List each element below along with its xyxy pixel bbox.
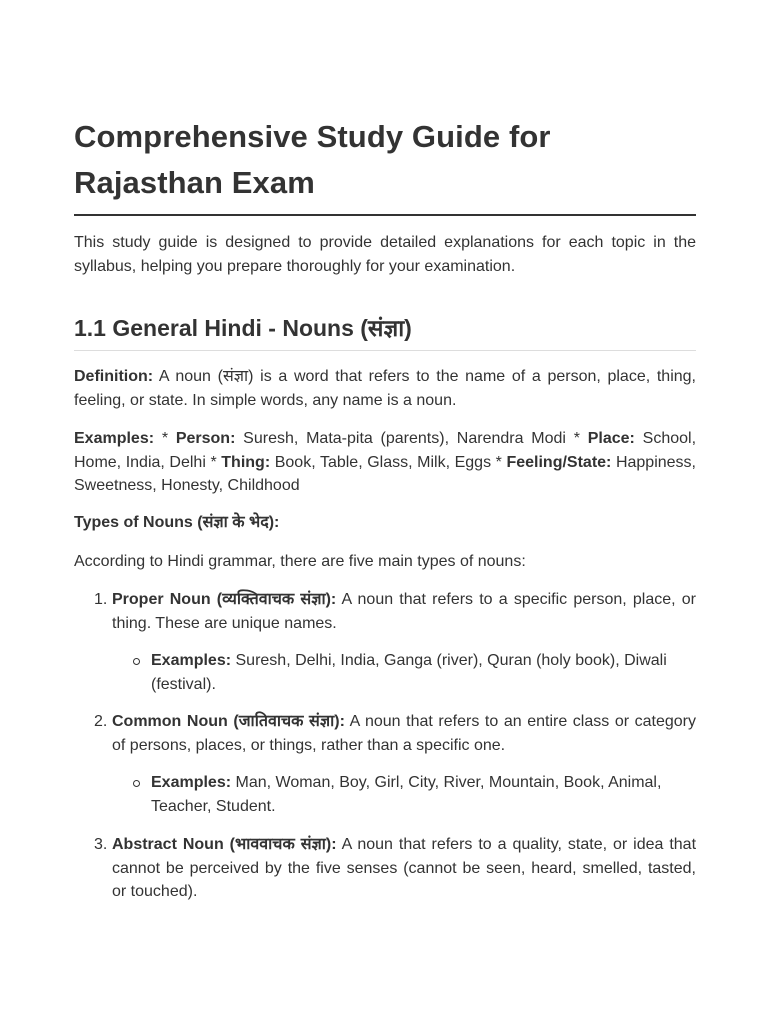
list-item-description: A noun that refers to a specific person, place, or thing. These are unique names.: [112, 591, 697, 632]
list-item-label: Abstract Noun (भाववाचक संज्ञा):: [112, 836, 337, 853]
sub-list-item-text: [151, 771, 671, 818]
circle-bullet-icon: [133, 780, 140, 787]
types-intro: According to Hindi grammar, there are five main types of nouns:: [74, 553, 526, 570]
circle-bullet-icon: [133, 658, 140, 665]
definition-text: A noun (संज्ञा) is a word that refers to the name of a person, place, thing, feeling, or state. In simple words, any name is a noun.: [74, 368, 696, 409]
examples-separator: *: [154, 430, 176, 447]
document-title: Comprehensive Study Guide for Rajasthan Exam: [74, 119, 551, 200]
intro-paragraph: This study guide is designed to provide detailed explanations for each topic in the syllabus, helping you prepare thoroughly for your examination.: [74, 234, 696, 275]
feeling-label: Feeling/State:: [506, 453, 612, 471]
list-item-description: A noun that refers to a quality, state, or idea that cannot be perceived by the five senses (cannot be seen, heard, smelled, tasted, or touched).: [112, 836, 697, 900]
sub-list-item-label: Examples:: [151, 652, 232, 669]
sub-list-item-description: Suresh, Delhi, India, Ganga (river), Quran (holy book), Diwali (festival).: [151, 652, 667, 693]
person-text: Suresh, Mata-pita (parents), Narendra Modi *: [235, 430, 588, 447]
list-item-text: [112, 710, 696, 757]
definition-paragraph: [74, 365, 696, 412]
person-label: Person:: [175, 430, 236, 447]
examples-label: Examples:: [74, 430, 155, 447]
section-divider: [74, 350, 696, 351]
examples-paragraph: [74, 427, 696, 498]
list-item-number: 3.: [94, 836, 108, 853]
list-item-number: 2.: [94, 713, 108, 730]
sub-list-item-description: Man, Woman, Boy, Girl, City, River, Mountain, Book, Animal, Teacher, Student.: [151, 774, 662, 815]
list-item-text: [112, 588, 696, 635]
place-label: Place:: [587, 430, 635, 447]
thing-label: Thing:: [221, 453, 271, 471]
list-item-description: A noun that refers to an entire class or category of persons, places, or things, rather than a specific one.: [112, 713, 697, 754]
thing-text: Book, Table, Glass, Milk, Eggs *: [270, 453, 507, 471]
definition-label: Definition:: [74, 368, 154, 385]
title-divider: [74, 214, 696, 216]
feeling-text: Happiness, Sweetness, Honesty, Childhood: [74, 453, 697, 494]
sub-list-item-label: Examples:: [151, 774, 232, 791]
place-text: School, Home, India, Delhi *: [74, 430, 697, 471]
list-item-label: Proper Noun (व्यक्तिवाचक संज्ञा):: [112, 591, 337, 608]
sub-list-item-text: [151, 649, 671, 696]
types-heading: [74, 511, 696, 535]
section-title: 1.1 General Hindi - Nouns (संज्ञा): [74, 315, 412, 341]
types-heading-text: Types of Nouns (संज्ञा के भेद):: [74, 514, 280, 531]
list-item-text: [112, 833, 696, 904]
list-item-label: Common Noun (जातिवाचक संज्ञा):: [112, 713, 345, 730]
list-item-number: 1.: [94, 591, 108, 608]
